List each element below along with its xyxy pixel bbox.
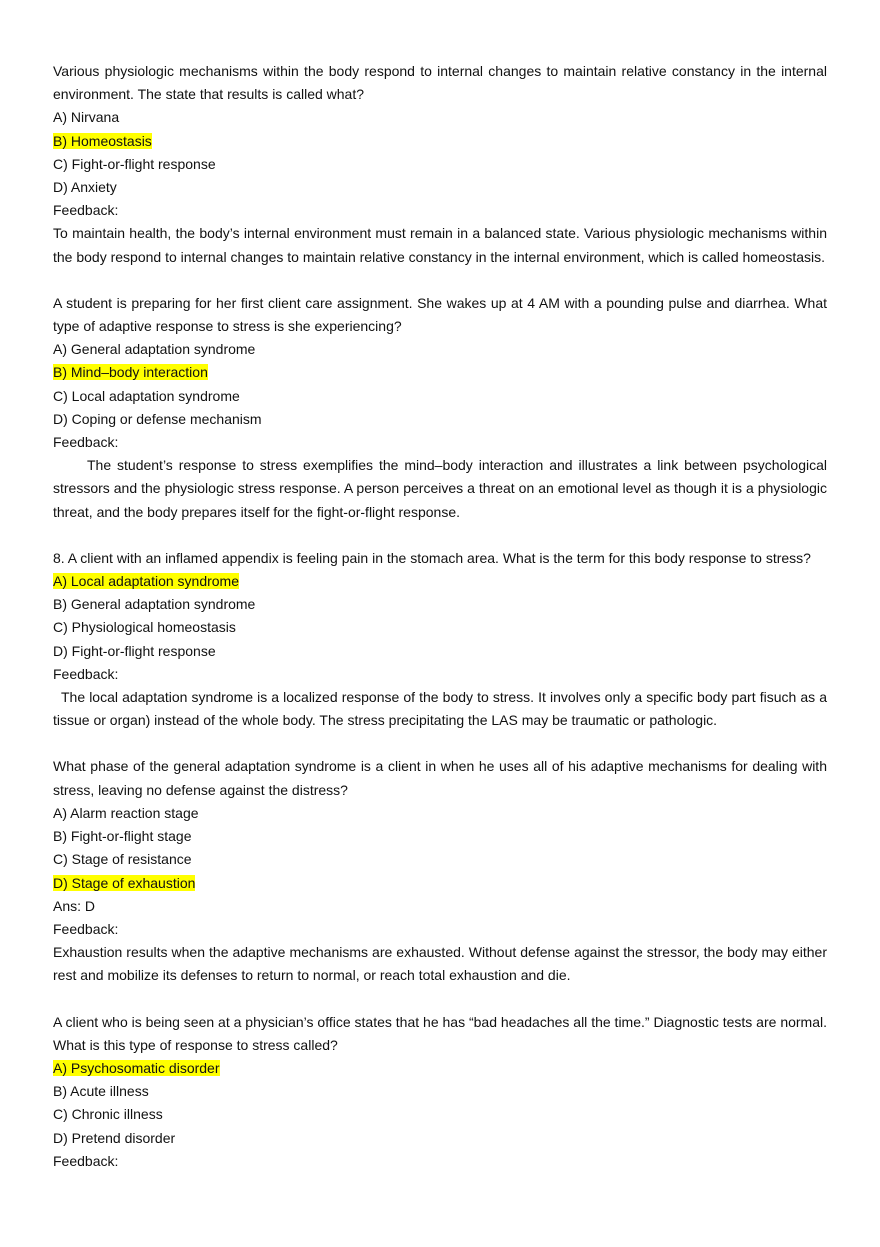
option-c: C) Stage of resistance [53,851,192,868]
feedback-text: To maintain health, the body’s internal environment must remain in a balanced state. Various physiologic mechanisms within the body respond to internal changes to maintain relative constancy in the internal environment, which is called homeostasis. [53,225,827,265]
question-block-2 [53,292,827,524]
feedback-label: Feedback: [53,920,119,937]
feedback-text: Exhaustion results when the adaptive mechanisms are exhausted. Without defense against the stressor, the body may either rest and mobilize its defenses to return to normal, or reach total exhaustion and die. [53,944,827,984]
option-c: C) Local adaptation syndrome [53,387,240,404]
feedback-label: Feedback: [53,665,119,682]
option-d: D) Anxiety [53,179,117,196]
question-stem: 8. A client with an inflamed appendix is feeling pain in the stomach area. What is the term for this body response to stress? [53,549,811,566]
question-block-5 [53,1011,827,1173]
option-d: D) Pretend disorder [53,1129,176,1146]
option-c: C) Chronic illness [53,1106,163,1123]
option-b: B) Acute illness [53,1083,149,1100]
question-stem: A student is preparing for her first client care assignment. She wakes up at 4 AM with a pounding pulse and diarrhea. What type of adaptive response to stress is she experiencing? [53,294,827,335]
option-b-correct: B) Mind–body interaction [53,364,208,381]
question-block-1 [53,60,827,269]
option-a-correct: A) Local adaptation syndrome [53,573,239,590]
option-b: B) General adaptation syndrome [53,596,256,613]
option-a: A) General adaptation syndrome [53,341,256,358]
document-page [53,60,827,1196]
option-c: C) Fight-or-flight response [53,155,216,172]
question-block-4 [53,755,827,987]
option-a: A) Nirvana [53,109,120,126]
option-a: A) Alarm reaction stage [53,804,199,821]
option-d-correct: D) Stage of exhaustion [53,874,196,891]
feedback-label: Feedback: [53,434,119,451]
option-a-correct: A) Psychosomatic disorder [53,1059,220,1076]
feedback-label: Feedback: [53,1152,119,1169]
feedback-label: Feedback: [53,202,119,219]
option-b-correct: B) Homeostasis [53,132,152,149]
option-c: C) Physiological homeostasis [53,619,236,636]
question-stem: A client who is being seen at a physician’s office states that he has “bad headaches all the time.” Diagnostic tests are normal. What is this type of response to stress called? [53,1013,827,1053]
option-b: B) Fight-or-flight stage [53,828,192,845]
question-stem: Various physiologic mechanisms within the body respond to internal changes to maintain relative constancy in the internal environment. The state that results is called what? [53,63,827,103]
feedback-text: The local adaptation syndrome is a localized response of the body to stress. It involves only a specific body part fisuch as a tissue or organ) instead of the whole body. The stress precipitating the LAS may be traumatic or pathologic. [53,689,827,729]
feedback-text: The student’s response to stress exemplifies the mind–body interaction and illustrates a link between psychological stressors and the physiologic stress response. A person perceives a threat on an emotional level as though it is a physiologic threat, and the body prepares itself for the fight-or-flight response. [53,457,827,520]
option-d: D) Fight-or-flight response [53,642,216,659]
question-block-3 [53,547,827,733]
question-stem: What phase of the general adaptation syndrome is a client in when he uses all of his adaptive mechanisms for dealing with stress, leaving no defense against the distress? [53,758,827,798]
answer-key: Ans: D [53,897,96,914]
option-d: D) Coping or defense mechanism [53,410,262,427]
